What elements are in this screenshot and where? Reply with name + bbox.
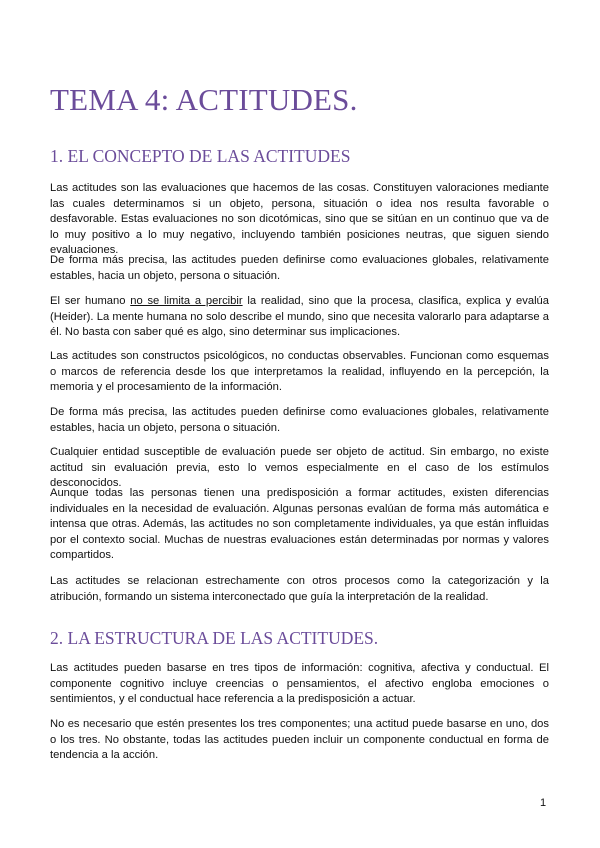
section-1-paragraph-5: De forma más precisa, las actitudes pueden definirse como evaluaciones globales, relativamente estables, hacia un objeto, persona o situación. bbox=[50, 406, 549, 434]
section-2-heading: 2. LA ESTRUCTURA DE LAS ACTITUDES. bbox=[50, 628, 379, 648]
section-1-heading: 1. EL CONCEPTO DE LAS ACTITUDES bbox=[50, 146, 351, 166]
underlined-phrase: no se limita a percibir bbox=[130, 295, 243, 307]
document-title: TEMA 4: ACTITUDES. bbox=[50, 82, 358, 117]
page-number: 1 bbox=[540, 797, 547, 809]
section-1-paragraph-1: Las actitudes son las evaluaciones que hacemos de las cosas. Constituyen valoraciones mediante las cuales determinamos si un objeto, persona, situación o idea nos resulta favorable o desfavorable. Estas evaluaciones no son dicotómicas, sino que se sitúan en un continuo que va de lo muy positivo a lo muy negativo, incluyendo también posiciones neutras, que siguen siendo evaluaciones. bbox=[50, 182, 549, 256]
section-1-paragraph-7: Aunque todas las personas tienen una predisposición a formar actitudes, existen diferencias individuales en la necesidad de evaluación. Algunas personas evalúan de forma más automática e intensa que otras. Además, las actitudes no son completamente individuales, ya que están influidas por el contexto social. Muchas de nuestras evaluaciones están determinadas por normas y valores compartidos. bbox=[50, 487, 549, 561]
section-2-paragraph-1: Las actitudes pueden basarse en tres tipos de información: cognitiva, afectiva y conductual. El componente cognitivo incluye creencias o pensamientos, el afectivo engloba emociones o sentimientos, y el conductual hace referencia a la predisposición a actuar. bbox=[50, 662, 549, 705]
section-1-paragraph-4: Las actitudes son constructos psicológicos, no conductas observables. Funcionan como esquemas o marcos de referencia desde los que interpretamos la realidad, influyendo en la percepción, la memoria y el procesamiento de la información. bbox=[50, 350, 549, 393]
paragraph-3-text-before: El ser humano bbox=[50, 295, 131, 307]
section-1-paragraph-6: Cualquier entidad susceptible de evaluación puede ser objeto de actitud. Sin embargo, no existe actitud sin evaluación previa, esto lo vemos especialmente en el caso de los estímulos desconocidos. bbox=[50, 446, 549, 489]
section-1-paragraph-8: Las actitudes se relacionan estrechamente con otros procesos como la categorización y la atribución, formando un sistema interconectado que guía la interpretación de la realidad. bbox=[50, 575, 549, 603]
paragraph-3-text-after: la realidad, sino que la procesa, clasifica, explica y evalúa (Heider). La mente humana no solo describe el mundo, sino que necesita valorarlo para adaptarse a él. No basta con saber qué es algo, sino determinar sus implicaciones. bbox=[50, 295, 550, 338]
section-1-paragraph-2: De forma más precisa, las actitudes pueden definirse como evaluaciones globales, relativamente estables, hacia un objeto, persona o situación. bbox=[50, 254, 549, 282]
section-1-paragraph-3 bbox=[50, 294, 549, 341]
section-2-paragraph-2: No es necesario que estén presentes los tres componentes; una actitud puede basarse en uno, dos o los tres. No obstante, todas las actitudes pueden incluir un componente conductual en forma de tendencia a la acción. bbox=[50, 718, 549, 761]
